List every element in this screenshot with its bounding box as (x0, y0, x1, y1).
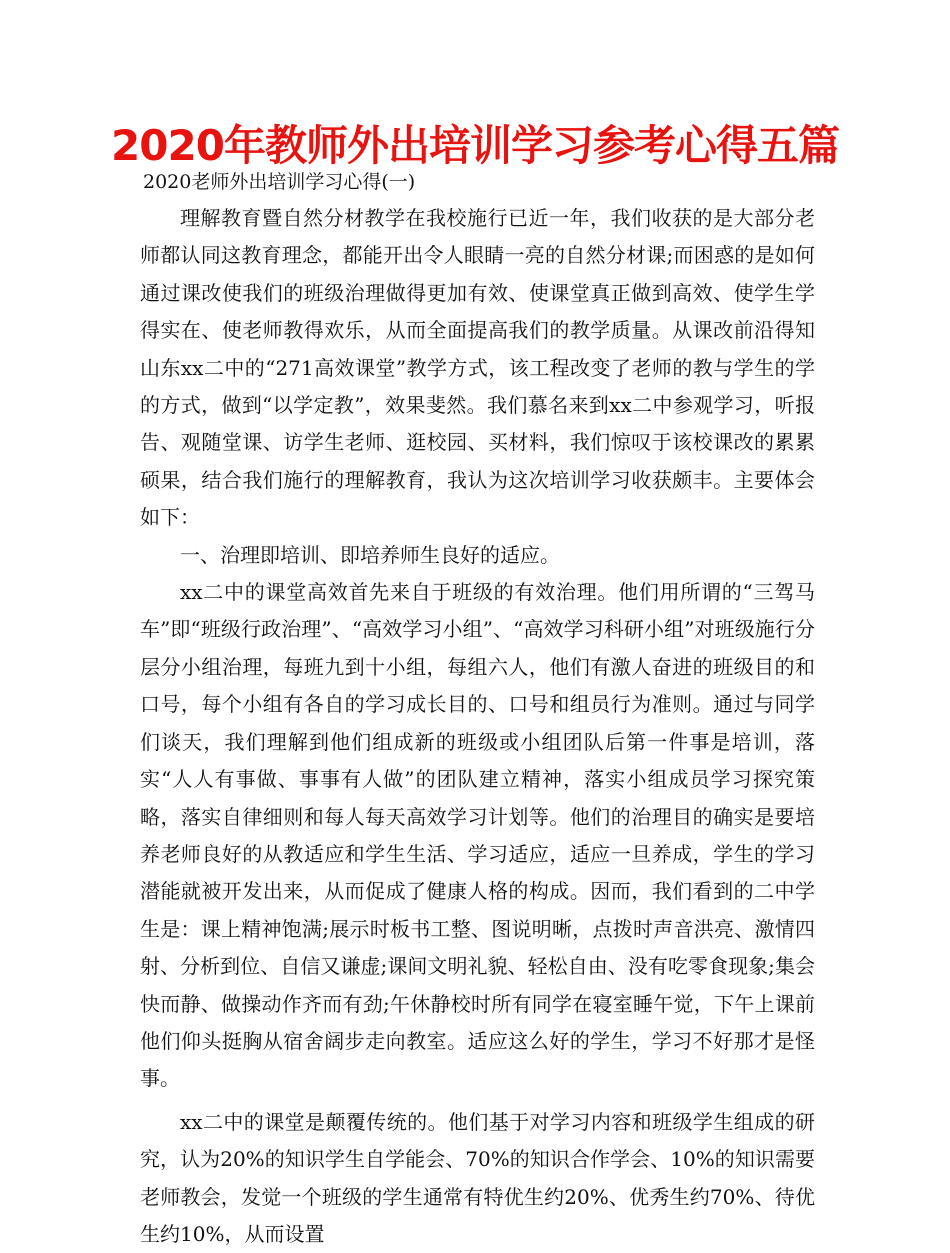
document-body (140, 200, 815, 1253)
body-paragraph: 理解教育暨自然分材教学在我校施行已近一年，我们收获的是大部分老师都认同这教育理念，都能开出令人眼睛一亮的自然分材课;而困惑的是如何通过课改使我们的班级治理做得更加有效、使课堂真正做到高效、使学生学得实在、使老师教得欢乐，从而全面提高我们的教学质量。从课改前沿得知山东xx二中的“271高效课堂”教学方式，该工程改变了老师的教与学生的学的方式，做到“以学定教”，效果斐然。我们慕名来到xx二中参观学习，听报告、观随堂课、访学生老师、逛校园、买材料，我们惊叹于该校课改的累累硕果，结合我们施行的理解教育，我认为这次培训学习收获颇丰。主要体会如下： (140, 206, 815, 530)
document-title: 2020年教师外出培训学习参考心得五篇 (111, 121, 839, 170)
body-paragraph: xx二中的课堂高效首先来自于班级的有效治理。他们用所谓的“三驾马车”即“班级行政治理”、“高效学习小组”、“高效学习科研小组”对班级施行分层分小组治理，每班九到十小组，每组六人，他们有激人奋进的班级目的和口号，每个小组有各自的学习成长目的、口号和组员行为准则。通过与同学们谈天，我们理解到他们组成新的班级或小组团队后第一件事是培训，落实“人人有事做、事事有人做”的团队建立精神，落实小组成员学习探究策略，落实自律细则和每人每天高效学习计划等。他们的治理目的确实是要培养老师良好的从教适应和学生生活、学习适应，适应一旦养成，学生的学习潜能就被开发出来，从而促成了健康人格的构成。因而，我们看到的二中学生是：课上精神饱满;展示时板书工整、图说明晰，点拨时声音洪亮、激情四射、分析到位、自信又谦虚;课间文明礼貌、轻松自由、没有吃零食现象;集会快而静、做操动作齐而有劲;午休静校时所有同学在寝室睡午觉，下午上课前他们仰头挺胸从宿舍阔步走向教室。适应这么好的学生，学习不好那才是怪事。 (140, 580, 815, 1091)
body-paragraph: xx二中的课堂是颠覆传统的。他们基于对学习内容和班级学生组成的研究，认为20%的知识学生自学能会、70%的知识合作学会、10%的知识需要老师教会，发觉一个班级的学生通常有特优生约20%、优秀生约70%、待优生约10%，从而设置 (140, 1109, 815, 1246)
section-heading: 2020老师外出培训学习心得(一) (143, 171, 416, 193)
body-paragraph: 一、治理即培训、即培养师生良好的适应。 (180, 542, 560, 567)
